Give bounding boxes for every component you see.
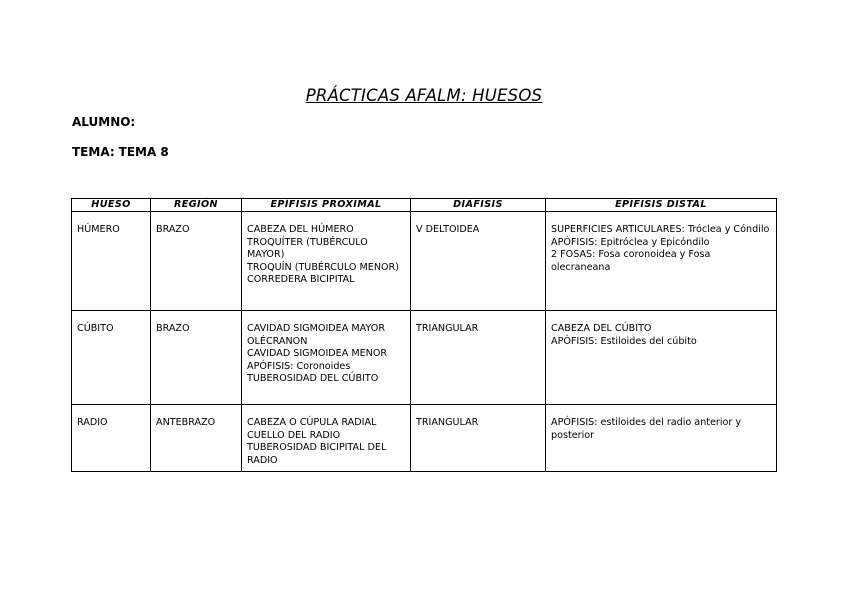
header-region: REGIÓN [151, 199, 242, 212]
topic-line [72, 145, 169, 159]
proximal-cell [242, 311, 411, 405]
table-row [72, 311, 777, 405]
proximal-item: OLÉCRANON [247, 335, 308, 347]
distal-item: 2 FOSAS: Fosa coronoidea y Fosa olecraneana [551, 249, 711, 273]
table-row [72, 212, 777, 311]
proximal-item: CAVIDAD SIGMOIDEA MAYOR [247, 323, 385, 335]
distal-item: CABEZA DEL CÚBITO [551, 323, 652, 335]
distal-item: SUPERFICIES ARTICULARES: Tróclea y Cóndilo [551, 224, 770, 236]
header-diaphysis: DIÁFISIS [411, 199, 546, 212]
distal-item: APÓFISIS: Estiloides del cúbito [551, 335, 697, 347]
student-label: ALUMNO: [72, 115, 136, 129]
distal-cell [546, 212, 777, 311]
distal-item: APÓFISIS: Epitróclea y Epicóndilo [551, 236, 710, 248]
proximal-item: CUELLO DEL RADIO [247, 429, 341, 441]
bones-table [71, 198, 777, 472]
distal-cell [546, 311, 777, 405]
table-row [72, 405, 777, 472]
header-distal-epiphysis: EPÍFISIS DISTAL [546, 199, 777, 212]
header-bone: HUESO [72, 199, 151, 212]
topic-label: TEMA: [72, 145, 115, 159]
proximal-item: TROQUÍTER (TUBÉRCULO MAYOR) [247, 236, 368, 261]
proximal-cell [242, 405, 411, 472]
bone-cell: CÚBITO [72, 311, 151, 405]
proximal-cell [242, 212, 411, 311]
table-header-row [72, 199, 777, 212]
document-title: PRÁCTICAS AFALM: HUESOS [305, 86, 543, 105]
proximal-item: TUBEROSIDAD DEL CÚBITO [247, 373, 379, 385]
distal-cell [546, 405, 777, 472]
proximal-item: APÓFISIS: Coronoides [247, 360, 351, 372]
proximal-item: CAVIDAD SIGMOIDEA MENOR [247, 348, 388, 360]
region-cell: BRAZO [151, 311, 242, 405]
region-cell: BRAZO [151, 212, 242, 311]
diaphysis-cell: V DELTOIDEA [411, 212, 546, 311]
region-cell: ANTEBRAZO [151, 405, 242, 472]
header-proximal-epiphysis: EPÍFISIS PROXIMAL [242, 199, 411, 212]
distal-item: APÓFISIS: estiloides del radio anterior y posterior [551, 417, 742, 441]
proximal-item: CABEZA DEL HÚMERO [247, 224, 354, 236]
proximal-item: TUBEROSIDAD BICIPITAL DEL RADIO [247, 442, 387, 466]
proximal-item: TROQUÍN (TUBÉRCULO MENOR) [247, 261, 399, 273]
proximal-item: CORREDERA BICIPITAL [247, 274, 355, 286]
diaphysis-cell: TRIANGULAR [411, 405, 546, 472]
bone-cell: HÚMERO [72, 212, 151, 311]
proximal-item: CABEZA O CÚPULA RADIAL [247, 417, 377, 429]
bone-cell: RADIO [72, 405, 151, 472]
diaphysis-cell: TRIANGULAR [411, 311, 546, 405]
topic-value: TEMA 8 [118, 145, 169, 159]
